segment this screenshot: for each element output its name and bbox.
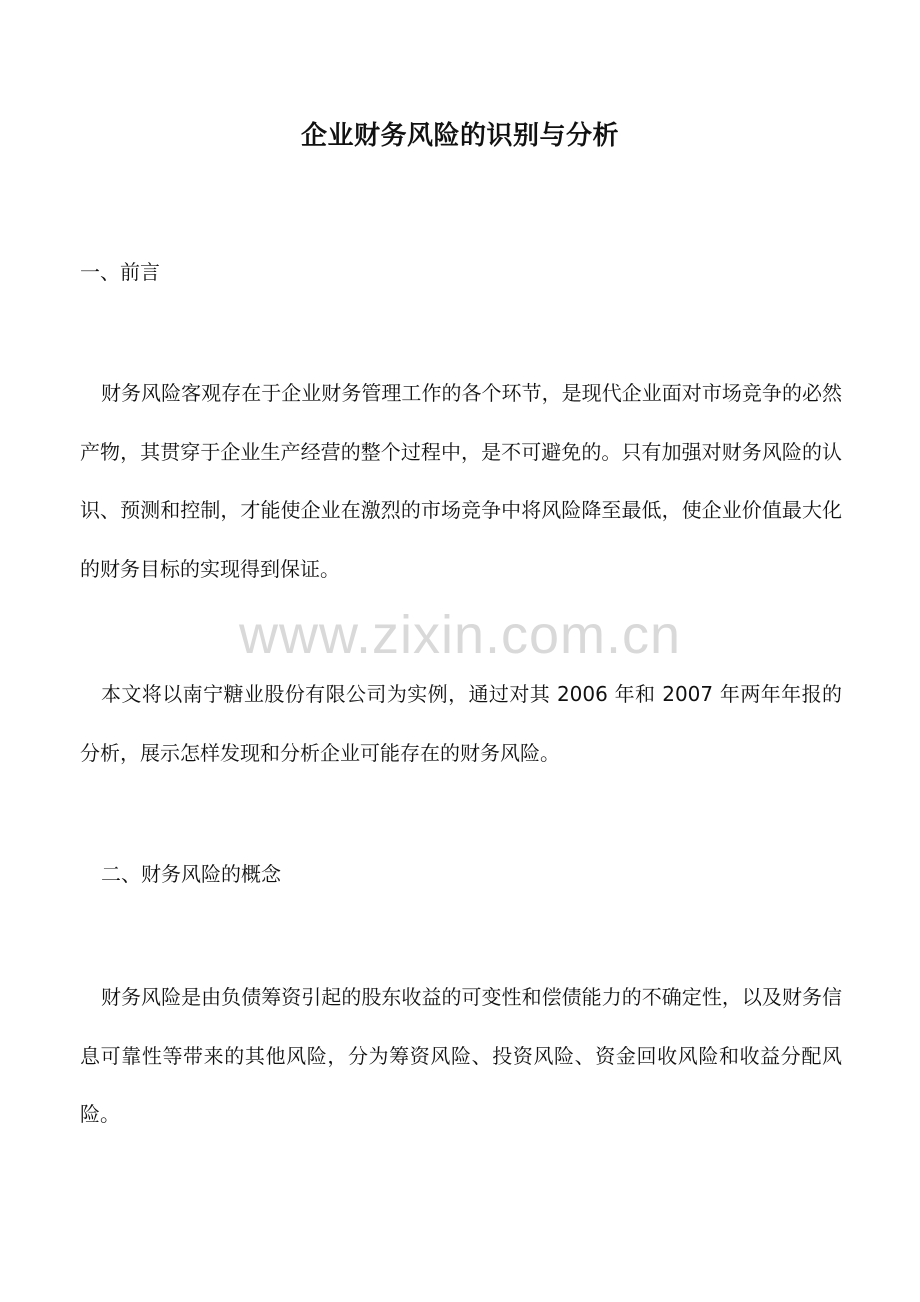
section-heading-concept: 二、财务风险的概念 xyxy=(101,862,281,886)
paragraph-risk-definition: 财务风险是由负债筹资引起的股东收益的可变性和偿债能力的不确定性，以及财务信息可靠性等带来的其他风险，分为筹资风险、投资风险、资金回收风险和收益分配风险。 xyxy=(80,985,842,1126)
paragraph-financial-risk-intro: 财务风险客观存在于企业财务管理工作的各个环节，是现代企业面对市场竞争的必然产物，其贯穿于企业生产经营的整个过程中，是不可避免的。只有加强对财务风险的认识、预测和控制，才能使企业在激烈的市场竞争中将风险降至最低，使企业价值最大化的财务目标的实现得到保证。 xyxy=(80,381,842,581)
document-title: 企业财务风险的识别与分析 xyxy=(300,121,619,151)
site-watermark: www.zixin.com.cn xyxy=(238,605,682,665)
paragraph-case-study: 本文将以南宁糖业股份有限公司为实例，通过对其 2006 年和 2007 年两年年报的分析，展示怎样发现和分析企业可能存在的财务风险。 xyxy=(80,682,842,765)
section-heading-preface: 一、前言 xyxy=(80,260,160,284)
